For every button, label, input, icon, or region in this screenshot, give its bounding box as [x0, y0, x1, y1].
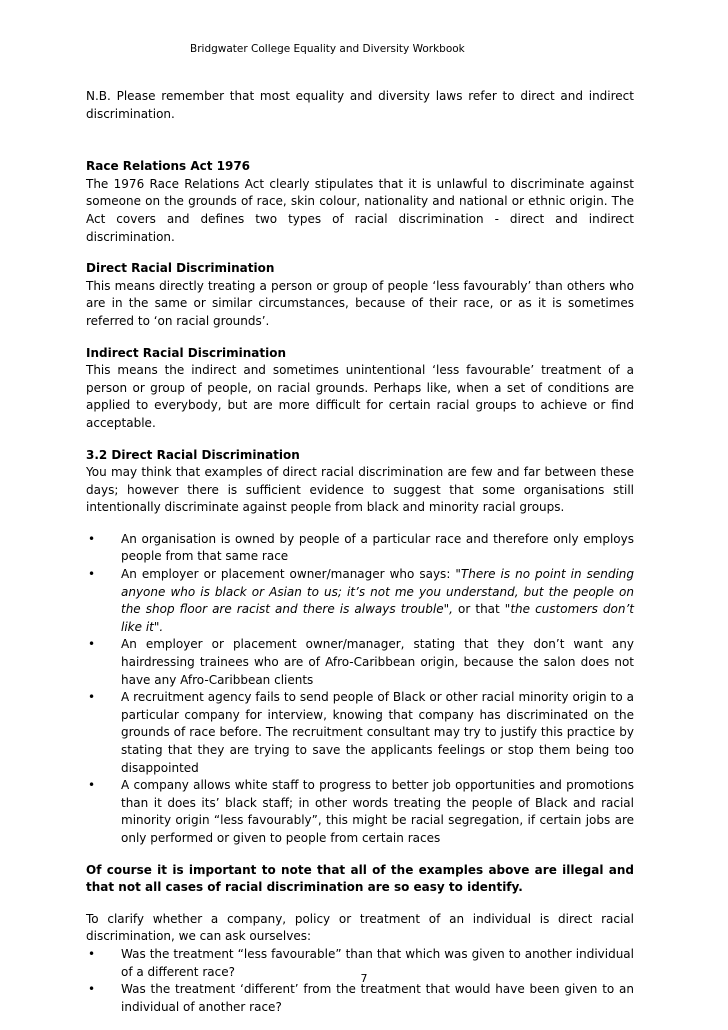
- race-relations-body: The 1976 Race Relations Act clearly stipulates that it is unlawful to discriminate against someone on the grounds of race, skin colour, nationality and national or ethnic origin. The Act covers and defines two types of racial discrimination - direct and indirect discrimination.: [86, 176, 634, 244]
- section-3-2-heading: 3.2 Direct Racial Discrimination: [86, 447, 300, 462]
- nb-note: N.B. Please remember that most equality and diversity laws refer to direct and indirect discrimination.: [86, 89, 634, 121]
- bullet: •: [88, 982, 96, 997]
- example-2-joiner: or that: [452, 602, 505, 617]
- examples-list: [86, 531, 634, 848]
- bullet: •: [88, 778, 96, 793]
- direct-body: This means directly treating a person or group of people ‘less favourably’ than others who are in the same or similar circumstances, because of their race, or as it is sometimes referred to ‘on racial grounds’.: [86, 278, 634, 328]
- bullet: •: [88, 690, 96, 705]
- important-note: Of course it is important to note that all of the examples above are illegal and that not all cases of racial discrimination are so easy to identify.: [86, 862, 634, 895]
- list-item-text: Was the treatment “less favourable” than that which was given to another individual of a different race?: [121, 946, 634, 979]
- indirect-heading: Indirect Racial Discrimination: [86, 345, 287, 360]
- list-item: [86, 777, 634, 847]
- list-item-text: Was the treatment ‘different’ from the treatment that would have been given to an individual of another race?: [121, 982, 634, 1014]
- bullet: •: [88, 946, 96, 961]
- indirect-body: This means the indirect and sometimes unintentional ‘less favourable’ treatment of a person or group of people, on racial grounds. Perhaps like, when a set of conditions are applied to everybody, but are more difficult for certain racial groups to achieve or find acceptable.: [86, 363, 634, 430]
- example-2-lead: An employer or placement owner/manager who says:: [121, 567, 456, 582]
- bullet: •: [88, 637, 96, 652]
- race-relations-heading: Race Relations Act 1976: [86, 159, 251, 174]
- section-3-2-intro: You may think that examples of direct racial discrimination are few and far between these days; however there is sufficient evidence to suggest that some organisations still intentionally discriminate against people from black and minority racial groups.: [86, 465, 634, 515]
- list-item: [86, 566, 634, 636]
- bullet: •: [88, 567, 96, 582]
- list-item: [86, 689, 634, 777]
- list-item-text: A recruitment agency fails to send people of Black or other racial minority origin to a particular company for interview, knowing that company has discriminated on the grounds of race before. The recruitment consultant may try to justify this practice by stating that they are trying to save the applicants feelings or stop them being too disappointed: [121, 690, 634, 775]
- list-item: [86, 981, 634, 1016]
- list-item: [86, 531, 634, 566]
- direct-heading: Direct Racial Discrimination: [86, 261, 275, 276]
- list-item-text: An employer or placement owner/manager, stating that they don’t want any hairdressing trainees who are of Afro-Caribbean origin, because the salon does not have any Afro-Caribbean clients: [121, 637, 634, 687]
- example-2-quote: "There is no point in sending anyone who is black or Asian to us; it’s not me you understand, but the people on the shop floor are racist and there is always trouble",: [121, 567, 635, 617]
- list-item-text: A company allows white staff to progress to better job opportunities and promotions than it does its’ black staff; in other words treating the people of Black and racial minority origin “less favourably”, this might be racial segregation, if certain jobs are only performed or given to people from certain races: [121, 778, 634, 845]
- list-item-text: [121, 566, 634, 636]
- page-content: [86, 88, 634, 1016]
- bullet: •: [88, 531, 96, 546]
- clarify-intro: To clarify whether a company, policy or treatment of an individual is direct racial discrimination, we can ask ourselves:: [86, 911, 634, 944]
- list-item: [86, 636, 634, 689]
- example-2-quote-2: "the customers don’t like it".: [121, 602, 634, 634]
- page-number: 7: [360, 972, 368, 985]
- list-item-text: An organisation is owned by people of a particular race and therefore only employs people from that same race: [121, 531, 634, 564]
- running-header: Bridgwater College Equality and Diversity Workbook: [190, 43, 465, 55]
